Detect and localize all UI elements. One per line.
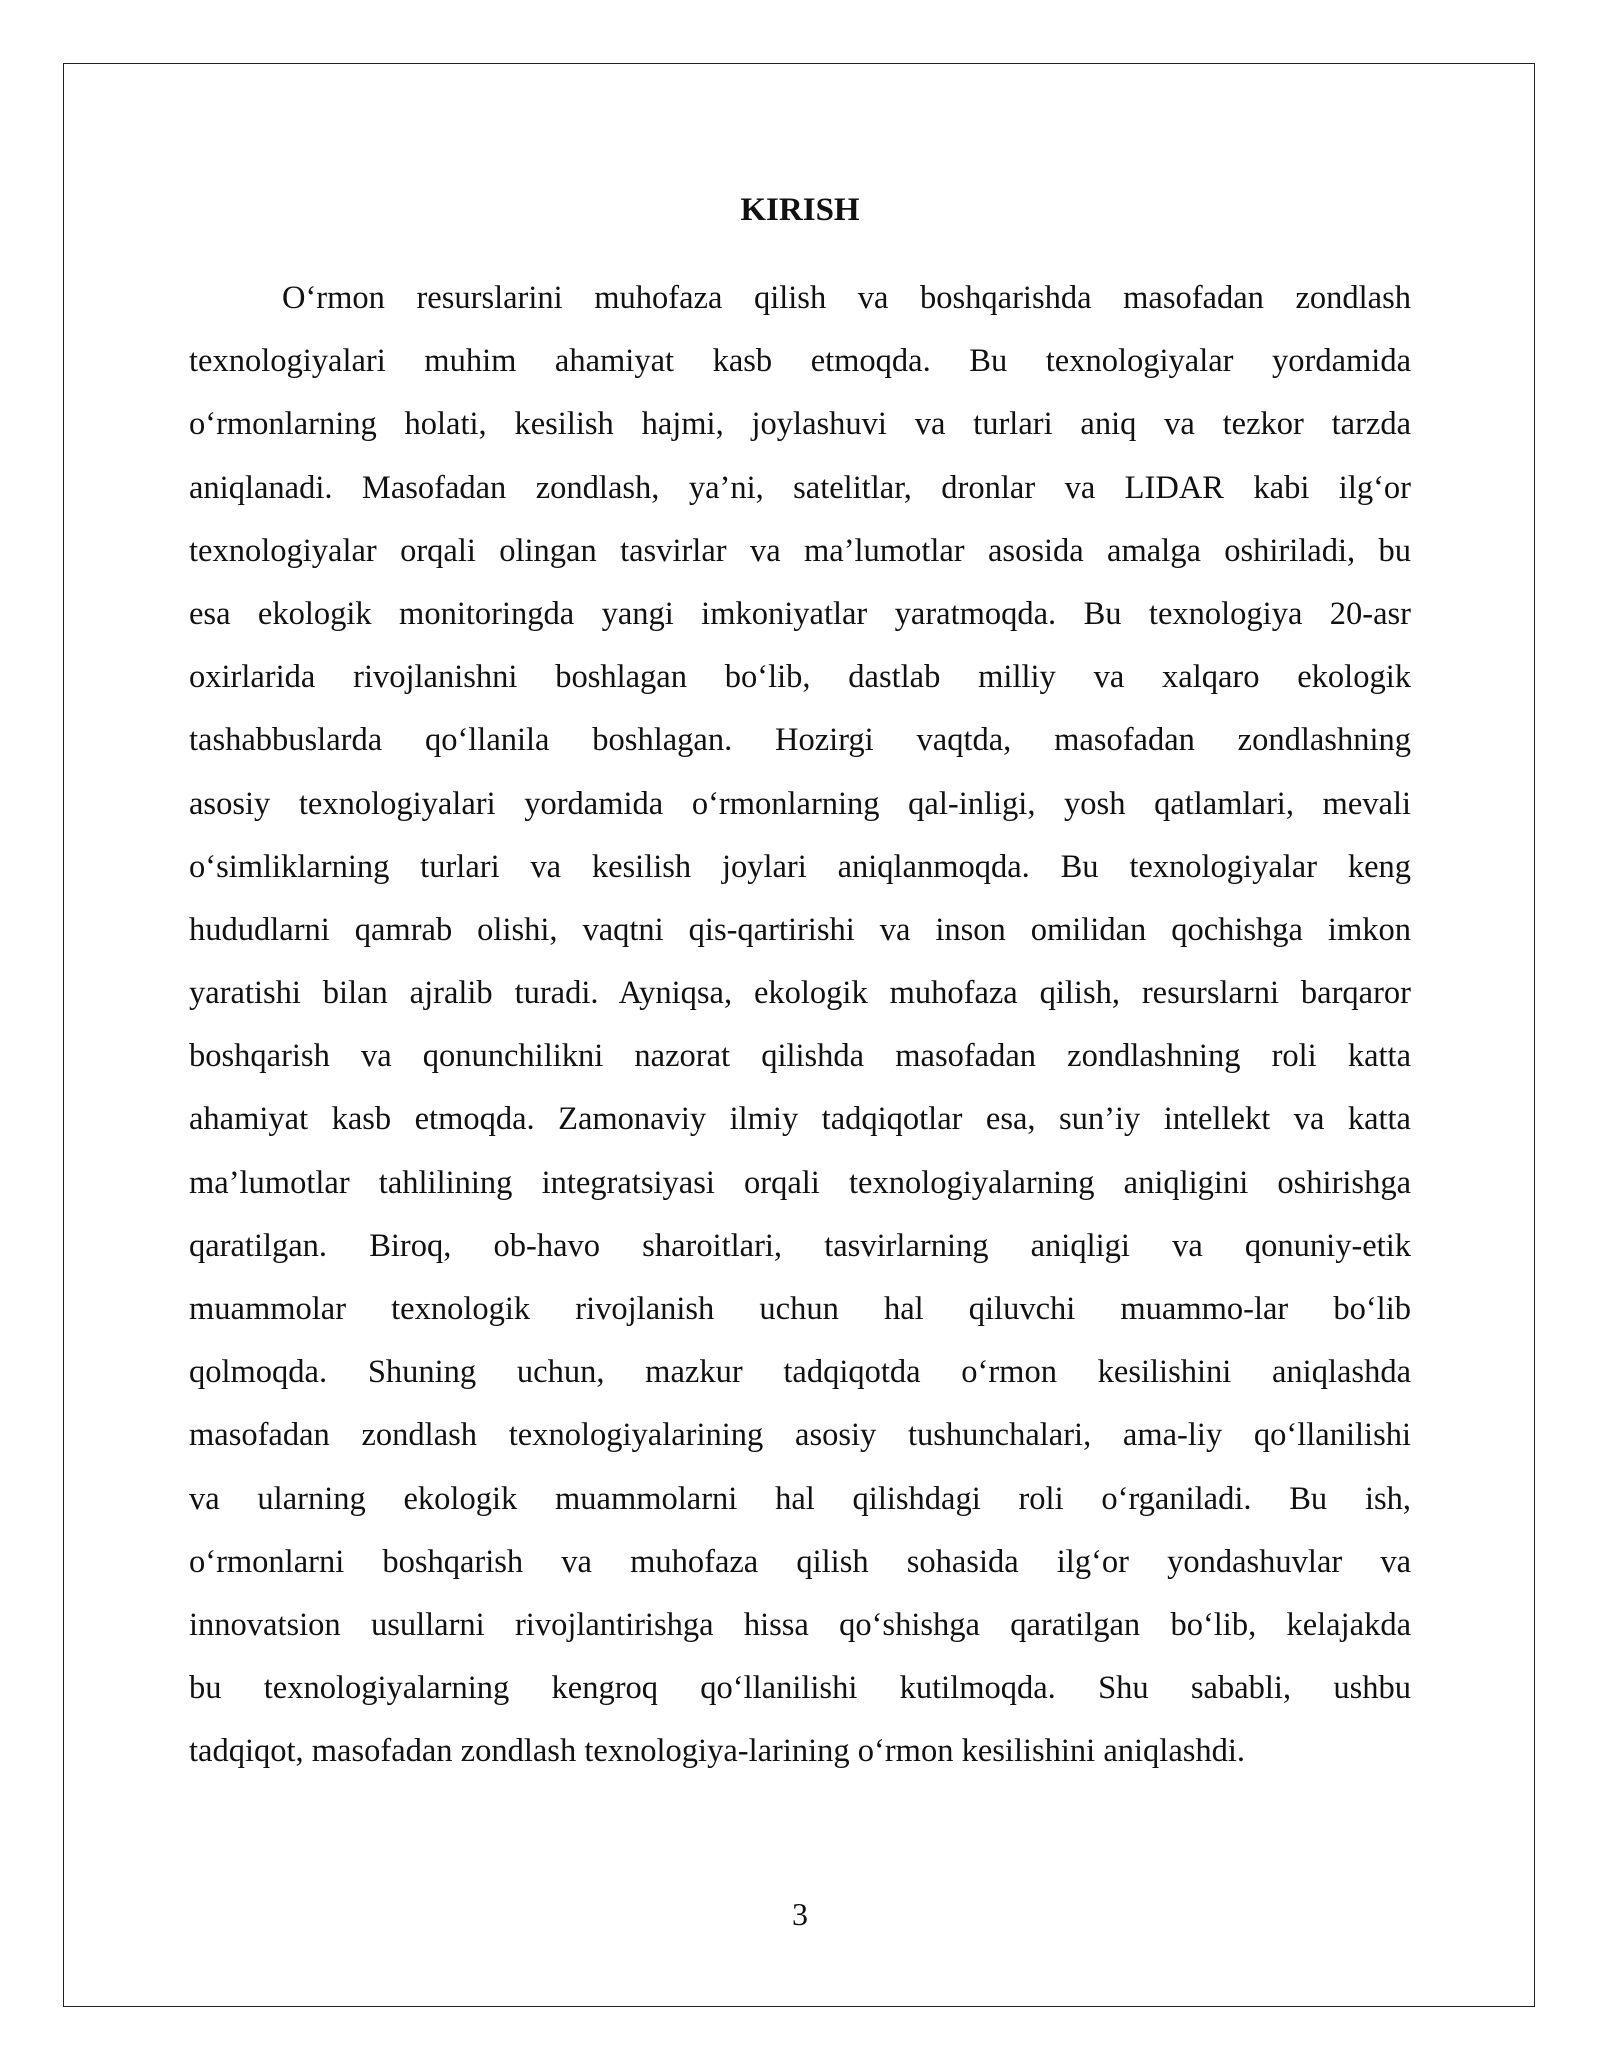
paragraph-line: texnologiyalari muhim ahamiyat kasb etmoqda. Bu texnologiyalar yordamida — [189, 343, 1411, 380]
paragraph-line: esa ekologik monitoringda yangi imkoniyatlar yaratmoqda. Bu texnologiya 20-asr — [189, 595, 1411, 632]
body-paragraph — [189, 267, 1411, 1784]
paragraph-line: oxirlarida rivojlanishni boshlagan bo‘lib, dastlab milliy va xalqaro ekologik — [189, 659, 1411, 696]
paragraph-line: innovatsion usullarni rivojlantirishga hissa qo‘shishga qaratilgan bo‘lib, kelajakda — [189, 1606, 1411, 1643]
paragraph-line: o‘simliklarning turlari va kesilish joylari aniqlanmoqda. Bu texnologiyalar keng — [189, 848, 1411, 885]
paragraph-line: asosiy texnologiyalari yordamida o‘rmonlarning qal-inligi, yosh qatlamlari, mevali — [189, 785, 1411, 822]
paragraph-line: aniqlanadi. Masofadan zondlash, ya’ni, satelitlar, dronlar va LIDAR kabi ilg‘or — [189, 469, 1411, 506]
paragraph-line: masofadan zondlash texnologiyalarining asosiy tushunchalari, ama-liy qo‘llanilishi — [189, 1417, 1411, 1454]
paragraph-line: texnologiyalar orqali olingan tasvirlar va ma’lumotlar asosida amalga oshiriladi, bu — [189, 532, 1411, 569]
paragraph-line: boshqarish va qonunchilikni nazorat qilishda masofadan zondlashning roli katta — [189, 1038, 1411, 1075]
paragraph-line: tadqiqot, masofadan zondlash texnologiya-larining o‘rmon kesilishini aniqlashdi. — [189, 1733, 1246, 1770]
paragraph-line: bu texnologiyalarning kengroq qo‘llanilishi kutilmoqda. Shu sababli, ushbu — [189, 1670, 1411, 1707]
paragraph-line: qolmoqda. Shuning uchun, mazkur tadqiqotda o‘rmon kesilishini aniqlashda — [189, 1354, 1411, 1391]
page-number: 3 — [792, 1896, 808, 1932]
paragraph-line: o‘rmonlarning holati, kesilish hajmi, joylashuvi va turlari aniq va tezkor tarzda — [189, 406, 1411, 443]
paragraph-line: tashabbuslarda qo‘llanila boshlagan. Hozirgi vaqtda, masofadan zondlashning — [189, 722, 1411, 759]
paragraph-line: o‘rmonlarni boshqarish va muhofaza qilish sohasida ilg‘or yondashuvlar va — [189, 1543, 1411, 1580]
paragraph-line: hududlarni qamrab olishi, vaqtni qis-qartirishi va inson omilidan qochishga imkon — [189, 911, 1411, 948]
paragraph-line: va ularning ekologik muammolarni hal qilishdagi roli o‘rganiladi. Bu ish, — [189, 1480, 1411, 1517]
paragraph-line: ma’lumotlar tahlilining integratsiyasi orqali texnologiyalarning aniqligini oshirishga — [189, 1164, 1411, 1201]
paragraph-line: O‘rmon resurslarini muhofaza qilish va boshqarishda masofadan zondlash — [282, 280, 1411, 316]
paragraph-line: qaratilgan. Biroq, ob-havo sharoitlari, tasvirlarning aniqligi va qonuniy-etik — [189, 1227, 1411, 1264]
paragraph-line: ahamiyat kasb etmoqda. Zamonaviy ilmiy tadqiqotlar esa, sun’iy intellekt va katta — [189, 1101, 1411, 1138]
page-title: KIRISH — [740, 192, 860, 228]
paragraph-line: muammolar texnologik rivojlanish uchun hal qiluvchi muammo-lar bo‘lib — [189, 1291, 1411, 1327]
paragraph-line: yaratishi bilan ajralib turadi. Ayniqsa, ekologik muhofaza qilish, resurslarni barqaror — [189, 975, 1411, 1012]
